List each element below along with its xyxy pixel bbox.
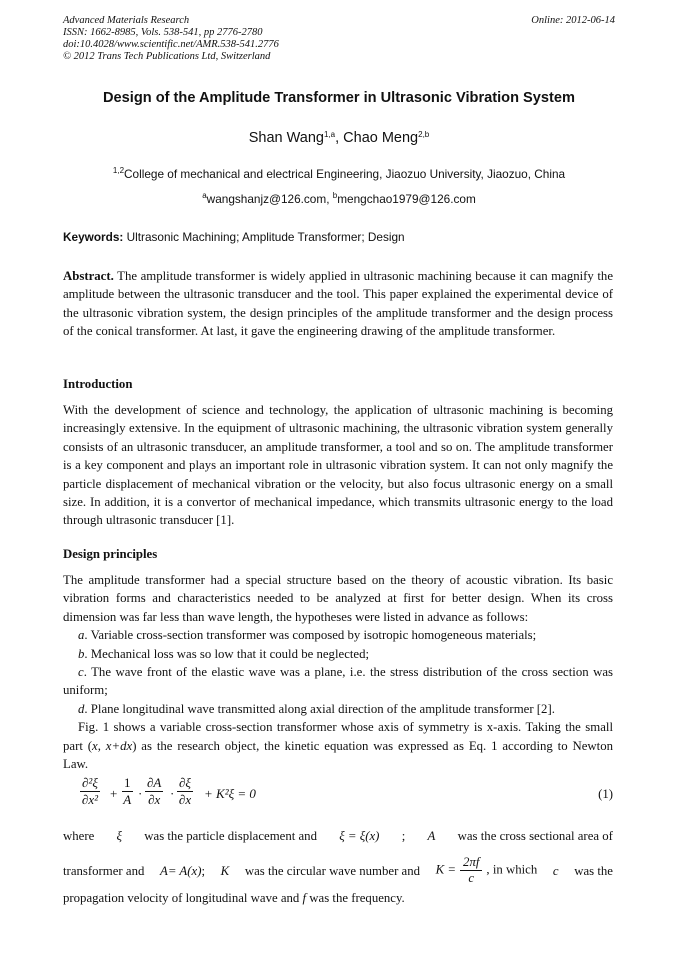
a-symbol: A	[427, 829, 436, 843]
hypothesis-b-tag: b	[78, 646, 85, 661]
eq-term-2-num: 1	[124, 775, 131, 790]
abstract-label: Abstract.	[63, 269, 114, 283]
xi-definition: ξ = ξ(x)	[339, 829, 380, 843]
k-fraction	[460, 855, 482, 886]
p2-x: x	[92, 738, 98, 753]
where-l3-a: propagation velocity of longitudinal wave and	[63, 891, 300, 905]
where-l2-semicolon: ;	[201, 863, 206, 878]
a-definition: A= A(x)	[160, 863, 202, 878]
emails	[0, 192, 678, 206]
introduction-heading: Introduction	[63, 377, 133, 391]
eq-dot-1: ·	[138, 786, 143, 801]
email-a-sup: a	[202, 191, 207, 200]
email-a[interactable]: wangshanjz@126.com	[206, 192, 327, 206]
where-l1-semicolon: ;	[401, 829, 406, 843]
hypothesis-c	[63, 663, 613, 700]
where-word: where	[63, 829, 95, 843]
affiliation-text: College of mechanical and electrical Engineering, Jiaozuo University, Jiaozuo, China	[124, 167, 566, 181]
author-2-sup: 2,b	[418, 130, 430, 139]
eq-term-4-den: ∂x	[178, 792, 192, 807]
where-l1-b: was the particle displacement and	[144, 829, 317, 843]
where-line-3	[63, 889, 613, 907]
journal-name: Advanced Materials Research	[63, 15, 190, 26]
hypothesis-d	[63, 700, 613, 718]
affiliation-sup: 1,2	[112, 166, 125, 175]
eq-tail: + K²ξ = 0	[204, 786, 256, 801]
eq-term-4-num: ∂ξ	[179, 775, 191, 790]
eq-term-3	[145, 775, 163, 808]
where-l2-e: was the	[574, 863, 613, 878]
where-line-1	[63, 827, 613, 845]
k-symbol: K	[220, 863, 230, 878]
where-l2-a: transformer and	[63, 863, 145, 878]
journal-header	[63, 15, 279, 63]
where-l2-c: was the circular wave number and	[244, 863, 421, 878]
author-1-name: Shan Wang	[248, 130, 324, 146]
where-line-2	[63, 855, 613, 886]
author-1-sup: 1,a	[323, 130, 336, 139]
equation-number: (1)	[598, 787, 613, 801]
hypothesis-d-text: . Plane longitudinal wave transmitted along axial direction of the amplitude transformer [2].	[84, 701, 555, 716]
email-b[interactable]: mengchao1979@126.com	[337, 192, 476, 206]
copyright: © 2012 Trans Tech Publications Ltd, Switzerland	[63, 51, 271, 62]
design-paragraph-2	[63, 718, 613, 773]
k-fraction-den: c	[468, 871, 475, 885]
design-section	[63, 571, 613, 773]
k-fraction-num: 2πf	[460, 855, 482, 871]
eq-plus: +	[110, 786, 118, 801]
eq-term-1-num: ∂²ξ	[82, 775, 98, 790]
hypothesis-a	[63, 626, 613, 644]
hypothesis-a-tag: a	[78, 628, 85, 643]
keywords-text: Ultrasonic Machining; Amplitude Transformer; Design	[126, 230, 405, 244]
xi-symbol: ξ	[116, 829, 123, 843]
eq-term-1-den: ∂x²	[81, 792, 98, 807]
doi: doi:10.4028/www.scientific.net/AMR.538-541.2776	[63, 39, 279, 50]
where-l1-d: was the cross sectional area of	[457, 829, 613, 843]
p2-part-a: Fig. 1 shows a variable cross-section transformer whose axis of symmetry is x-axis. Taking the small part (	[63, 720, 613, 753]
eq-dot-2: ·	[170, 786, 175, 801]
email-sep: ,	[326, 192, 333, 206]
p2-xdx: x+dx	[105, 738, 133, 753]
abstract-text: The amplitude transformer is widely applied in ultrasonic machining because it can magnify the amplitude between the ultrasonic transducer and the tool. This paper explained the experimental device of the ultrasonic vibration system, the design principles of the amplitude transformer and the design process of the conical transformer. At last, it gave the engineering drawing of the amplitude transformer.	[63, 269, 613, 339]
hypothesis-b-text: . Mechanical loss was so low that it could be neglected;	[84, 646, 370, 661]
eq-term-2	[122, 775, 133, 808]
eq-term-4	[177, 775, 193, 808]
eq-term-1	[80, 775, 100, 808]
hypothesis-c-text: . The wave front of the elastic wave was a plane, i.e. the stress distribution of the cross section was uniform;	[63, 665, 613, 698]
issn: ISSN: 1662-8985, Vols. 538-541, pp 2776-2780	[63, 27, 263, 38]
eq-term-3-den: ∂x	[148, 792, 161, 807]
keywords-label: Keywords:	[63, 230, 124, 244]
equation-1	[80, 775, 613, 815]
design-heading: Design principles	[63, 547, 158, 561]
introduction-text: With the development of science and technology, the application of ultrasonic machining is becoming increasingly extensive. In the equipment of ultrasonic machining, the ultrasonic vibration system generally consists of an ultrasonic transducer, an amplitude transformer, a tool and so on. The amplitude transformer is a key component and plays an important role in ultrasonic vibration system. It can not only magnify the particle displacement of mechanical vibration or the velocity, but also focus ultrasonic energy on a small size. In addition, it is a convertor of mechanical impedance, which transmits ultrasonic energy to the load through ultrasonic transducer [1].	[63, 403, 613, 528]
p2-part-c: ) as the research object, the kinetic equation was expressed as Eq. 1 according to Newton Law.	[63, 738, 614, 772]
online-date: Online: 2012-06-14	[531, 15, 615, 26]
authors	[0, 130, 678, 146]
author-2-name: Chao Meng	[343, 130, 419, 146]
hypothesis-c-tag: c	[78, 665, 84, 680]
email-b-sup: b	[332, 191, 338, 200]
author-sep: ,	[335, 130, 344, 146]
paper-title: Design of the Amplitude Transformer in Ultrasonic Vibration System	[103, 90, 575, 106]
design-paragraph-1: The amplitude transformer had a special structure based on the theory of acoustic vibration. Its basic vibration forms and characteristics needed to be analyzed at first for better design. When its cross dimension was far less than wave length, the hypotheses were listed in advance as follows:	[63, 573, 613, 624]
hypothesis-a-text: . Variable cross-section transformer was composed by isotropic homogeneous materials;	[84, 628, 537, 643]
where-l2-d: , in which	[486, 862, 538, 877]
abstract	[63, 267, 613, 341]
p2-part-b: ,	[97, 738, 106, 753]
k-equals: K =	[435, 862, 457, 877]
eq-term-2-den: A	[123, 792, 132, 807]
hypothesis-d-tag: d	[78, 701, 85, 716]
affiliation	[0, 167, 678, 181]
hypothesis-b	[63, 645, 613, 663]
where-l3-b: was the frequency.	[309, 891, 405, 905]
eq-term-3-num: ∂A	[147, 775, 162, 790]
keywords	[63, 230, 405, 244]
c-symbol: c	[552, 863, 559, 878]
f-symbol: f	[302, 891, 307, 905]
